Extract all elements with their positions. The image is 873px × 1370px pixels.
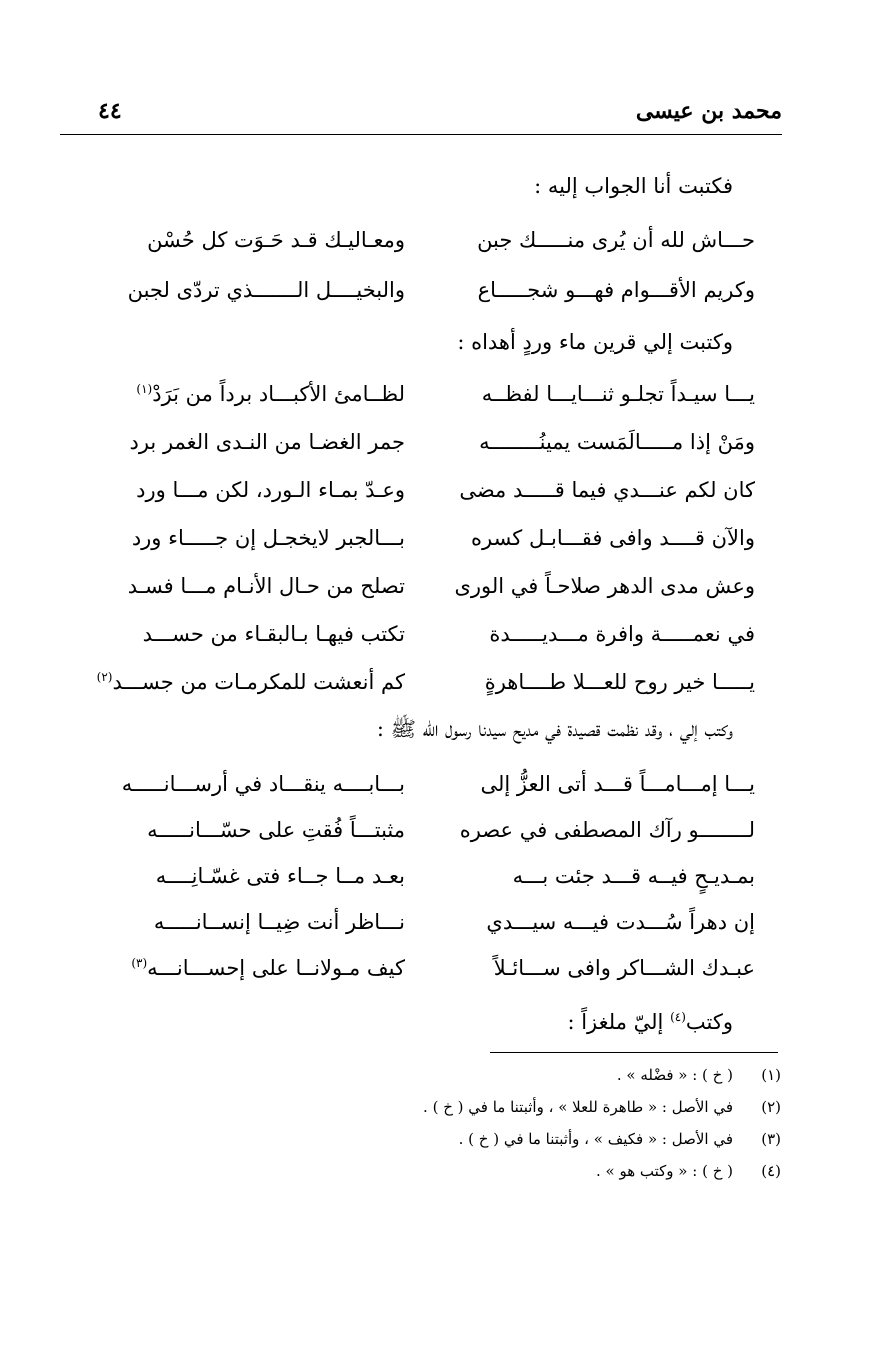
footnote: [81, 1098, 781, 1130]
verse: [95, 910, 755, 956]
first-hemistich: في نعمـــــة وافرة مـــديـــــدة: [489, 622, 755, 646]
prose-line: فكتبت أنا الجواب إليه :: [534, 174, 733, 198]
footnote-marker[interactable]: (٢): [96, 670, 113, 684]
verse: [95, 818, 755, 864]
running-head: [60, 98, 782, 130]
second-hemistich: [95, 956, 405, 980]
poem: [95, 382, 755, 718]
hemistich-text: كم أنعشت للمكرمـات من جســـد: [112, 670, 405, 694]
footnote-number: (٣): [761, 1130, 781, 1148]
footnote: [81, 1130, 781, 1162]
verse: [95, 228, 755, 278]
page-number: ٤٤: [98, 98, 122, 124]
footnote-marker[interactable]: (٤): [670, 1010, 686, 1024]
first-hemistich: كان لكم عنـــدي فيما قـــــد مضى: [459, 478, 755, 502]
second-hemistich: بـــابــــه ينقـــاد في أرســـانـــــه: [121, 772, 405, 796]
second-hemistich: جمر الغضـا من النـدى الغمر برد: [129, 430, 405, 454]
verse: [95, 956, 755, 1002]
second-hemistich: مثبتـــاً فُقتِ على حسّـــانـــــه: [147, 818, 405, 842]
second-hemistich: تصلح من حـال الأنـام مـــا فسـد: [127, 574, 405, 598]
verse: [95, 478, 755, 526]
footnote-marker[interactable]: (٣): [131, 956, 148, 970]
verse: [95, 382, 755, 430]
footnote-number: (٤): [761, 1162, 781, 1180]
second-hemistich: بـــالجبر لايخجـل إن جـــــاء ورد: [131, 526, 405, 550]
verse: [95, 526, 755, 574]
verse: [95, 622, 755, 670]
first-hemistich: يـــا سيـداً تجلـو ثنـــايـــا لفظــه: [481, 382, 755, 406]
footnote: [81, 1066, 781, 1098]
first-hemistich: وكريم الأقـــوام فهـــو شجـــــاع: [477, 278, 755, 302]
first-hemistich: حـــاش لله أن يُرى منـــــك جبن: [477, 228, 755, 252]
running-title: محمد بن عيسى: [635, 98, 782, 124]
verse: [95, 772, 755, 818]
first-hemistich: لــــــــو رآك المصطفى في عصره: [459, 818, 755, 842]
footnote-text: ( خ ) : « فضْله » .: [616, 1066, 733, 1084]
first-hemistich: يـــا إمـــامـــاً قـــد أتى العزُّ إلى: [480, 772, 755, 796]
verse: [95, 864, 755, 910]
footnote-number: (٢): [761, 1098, 781, 1116]
footnote: [81, 1162, 781, 1194]
footnote-text: في الأصل : « طاهرة للعلا » ، وأثبتنا ما في ( خ ) .: [423, 1098, 733, 1116]
footnote-number: (١): [761, 1066, 781, 1084]
first-hemistich: يـــــا خير روح للعـــلا طــــاهرةٍ: [484, 670, 755, 694]
prose-text: إليّ ملغزاً :: [567, 1010, 671, 1034]
prose-text: وكتب: [685, 1010, 733, 1034]
header-rule: [60, 134, 782, 135]
second-hemistich: ومعـاليـك قـد حَـوَت كل حُسْن: [147, 228, 405, 252]
footnotes: [81, 1066, 781, 1194]
verse: [95, 430, 755, 478]
hemistich-text: لظــامئ الأكبـــاد برداً من بَرَدْ: [152, 382, 405, 406]
first-hemistich: ومَنْ إذا مـــــالَمَست يمينُــــــــه: [479, 430, 755, 454]
prose-line: [567, 1010, 733, 1034]
footnote-text: ( خ ) : « وكتب هو » .: [595, 1162, 733, 1180]
second-hemistich: وعـدّ بمـاء الـورد، لكن مـــا ورد: [136, 478, 405, 502]
hemistich-text: كيف مـولانــا على إحســـانـــه: [147, 956, 405, 980]
verse: [95, 670, 755, 718]
poem: [95, 772, 755, 1002]
prose-line: وكتبت إلي قرين ماء وردٍ أهداه :: [457, 330, 733, 354]
second-hemistich: بعـد مــا جــاء فتى غسّـانِــــه: [155, 864, 405, 888]
footnote-rule: [490, 1052, 778, 1053]
verse: [95, 574, 755, 622]
second-hemistich: تكتب فيهـا بـالبقـاء من حســـد: [142, 622, 405, 646]
footnote-marker[interactable]: (١): [136, 382, 153, 396]
prose-line: وكتب إلي ، وقد نظمت قصيدة في مديح سيدنا رسول الله ﷺ :: [376, 717, 733, 741]
second-hemistich: والبخيــــل الـــــــذي تردّى لجبن: [127, 278, 405, 302]
verse: [95, 278, 755, 328]
footnote-text: في الأصل : « فكيف » ، وأثبتنا ما في ( خ ) .: [458, 1130, 733, 1148]
first-hemistich: وعش مدى الدهر صلاحـاً في الورى: [454, 574, 755, 598]
first-hemistich: عبـدك الشـــاكر وافى ســـائـلاً: [493, 956, 755, 980]
poem: [95, 228, 755, 328]
first-hemistich: بمـديـحٍ فيــه قـــد جئت بـــه: [512, 864, 755, 888]
second-hemistich: [95, 382, 405, 406]
first-hemistich: إن دهراً سُـــدت فيـــه سيـــدي: [486, 910, 755, 934]
first-hemistich: والآن قــــد وافى فقـــابـل كسره: [470, 526, 755, 550]
second-hemistich: نـــاظر أنت ضِيــا إنســانـــــه: [153, 910, 405, 934]
second-hemistich: [95, 670, 405, 694]
